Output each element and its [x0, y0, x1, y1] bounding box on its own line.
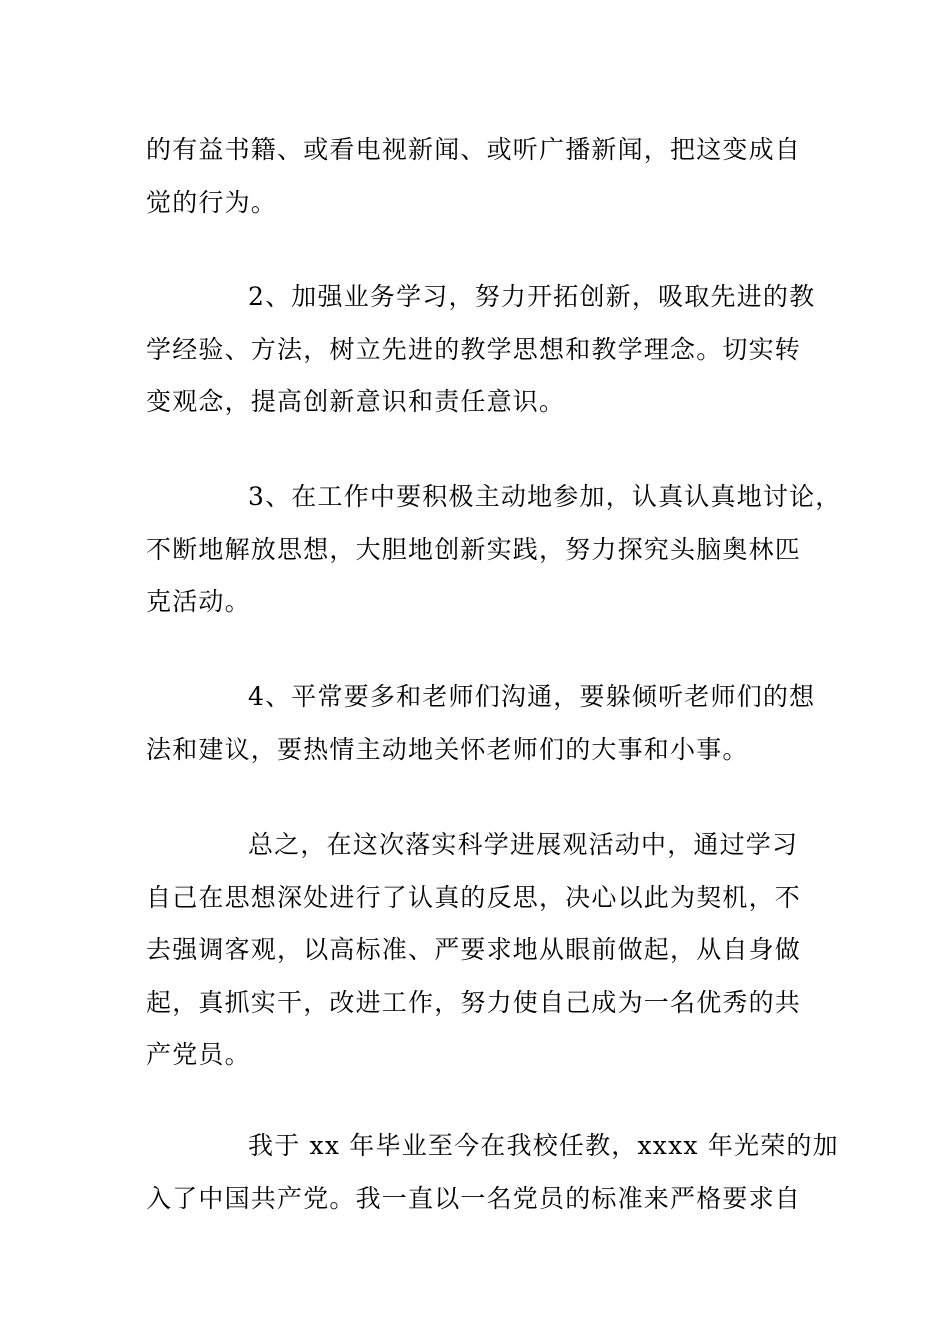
text-line: 起，真抓实干，改进工作，努力使自己成为一名优秀的共 [146, 987, 802, 1017]
paragraph-point-3 [146, 471, 842, 629]
text-line: 入了中国共产党。我一直以一名党员的标准来严格要求自 [146, 1183, 802, 1213]
paragraph-summary [146, 819, 816, 1082]
paragraph-point-2 [146, 271, 816, 429]
text-line: 总之，在这次落实科学进展观活动中，通过学习 [248, 830, 799, 859]
paragraph-reading-habits [146, 124, 816, 229]
text-line: 我于 xx 年毕业至今在我校任教，xxxx 年光荣的加 [248, 1131, 839, 1160]
text-line: 不断地解放思想，大胆地创新实践，努力探究头脑奥林匹 [146, 534, 802, 564]
text-line: 4、平常要多和老师们沟通，要躲倾听老师们的想 [248, 682, 816, 711]
text-line: 3、在工作中要积极主动地参加，认真认真地讨论， [248, 482, 842, 511]
paragraph-personal-intro [146, 1120, 839, 1225]
paragraph-point-4 [146, 671, 816, 776]
text-line: 学经验、方法，树立先进的教学思想和教学理念。切实转 [146, 334, 802, 364]
text-line: 觉的行为。 [146, 187, 278, 217]
text-line: 法和建议，要热情主动地关怀老师们的大事和小事。 [146, 734, 749, 764]
text-line: 自己在思想深处进行了认真的反思，决心以此为契机，不 [146, 882, 802, 912]
text-line: 产党员。 [146, 1040, 251, 1069]
text-line: 变观念，提高创新意识和责任意识。 [146, 387, 566, 416]
text-line: 克活动。 [146, 587, 251, 616]
text-line: 2、加强业务学习，努力开拓创新，吸取先进的教 [248, 282, 816, 311]
text-line: 去强调客观，以高标准、严要求地从眼前做起，从自身做 [146, 935, 802, 964]
text-line: 的有益书籍、或看电视新闻、或听广播新闻，把这变成自 [146, 135, 802, 164]
